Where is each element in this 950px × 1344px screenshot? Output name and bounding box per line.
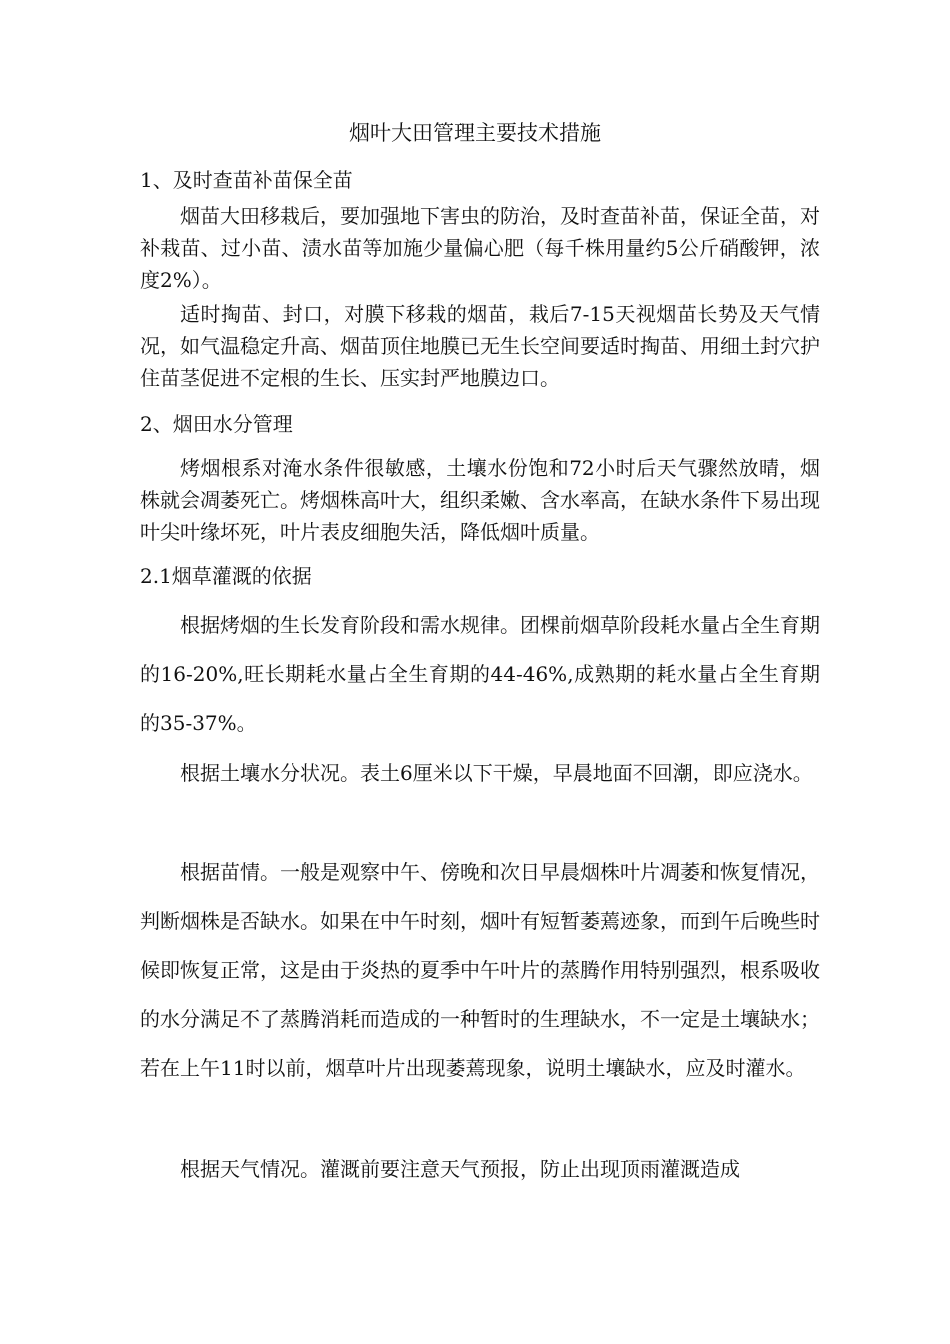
section21-paragraph-2: 根据土壤水分状况。表土6厘米以下干燥，早晨地面不回潮，即应浇水。 (180, 761, 813, 785)
section21-paragraph-4: 根据天气情况。灌溉前要注意天气预报，防止出现顶雨灌溉造成 (180, 1157, 740, 1181)
section1-paragraph-1: 烟苗大田移栽后，要加强地下害虫的防治，及时查苗补苗，保证全苗，对补栽苗、过小苗、渍水苗等加施少量偏心肥（每千株用量约5公斤硝酸钾，浓度2%）。 (140, 204, 820, 292)
section-heading-1: 1、及时查苗补苗保全苗 (140, 168, 353, 192)
section-heading-2-1: 2.1烟草灌溉的依据 (140, 564, 312, 588)
section21-paragraph-3: 根据苗情。一般是观察中午、傍晚和次日早晨烟株叶片凋萎和恢复情况，判断烟株是否缺水。如果在中午时刻，烟叶有短暂萎蔫迹象，而到午后晚些时候即恢复正常，这是由于炎热的夏季中午叶片的蒸腾作用特别强烈，根系吸收的水分满足不了蒸腾消耗而造成的一种暂时的生理缺水，不一定是土壤缺水；若在上午11时以前，烟草叶片出现萎蔫现象，说明土壤缺水，应及时灌水。 (140, 860, 820, 1080)
document-title: 烟叶大田管理主要技术措施 (349, 121, 601, 145)
section2-paragraph-1: 烤烟根系对淹水条件很敏感，土壤水份饱和72小时后天气骤然放晴，烟株就会凋萎死亡。烤烟株高叶大，组织柔嫩、含水率高，在缺水条件下易出现叶尖叶缘坏死，叶片表皮细胞失活，降低烟叶质量。 (140, 456, 820, 544)
section1-paragraph-2: 适时掏苗、封口，对膜下移栽的烟苗，栽后7-15天视烟苗长势及天气情况，如气温稳定升高、烟苗顶住地膜已无生长空间要适时掏苗、用细土封穴护住苗茎促进不定根的生长、压实封严地膜边口。 (140, 302, 820, 390)
section-heading-2: 2、烟田水分管理 (140, 412, 293, 436)
section21-paragraph-1: 根据烤烟的生长发育阶段和需水规律。团棵前烟草阶段耗水量占全生育期的16-20%,旺长期耗水量占全生育期的44-46%,成熟期的耗水量占全生育期的35-37%。 (140, 613, 820, 735)
